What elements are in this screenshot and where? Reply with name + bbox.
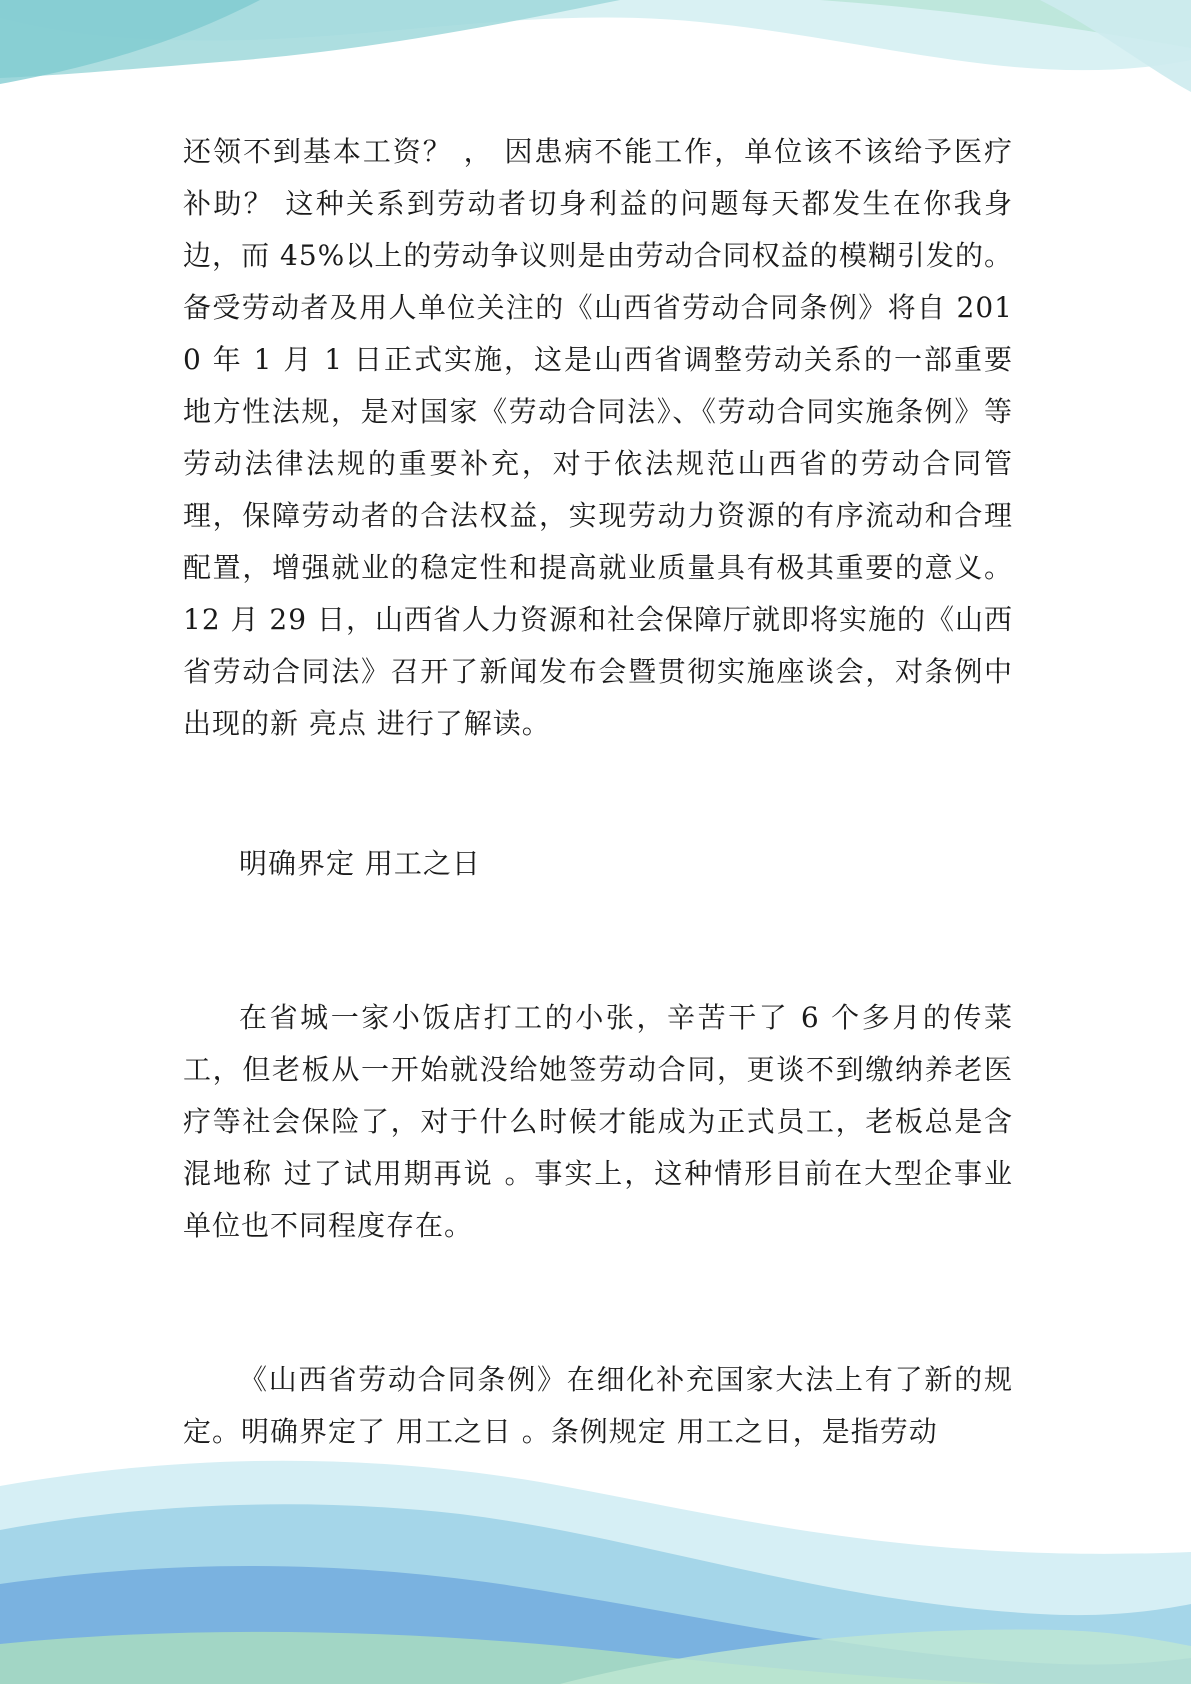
document-body <box>183 126 1013 1458</box>
body-paragraph: 在省城一家小饭店打工的小张，辛苦干了 6 个多月的传菜工，但老板从一开始就没给她签劳动合同，更谈不到缴纳养老医疗等社会保险了，对于什么时候才能成为正式员工，老板总是含混地称 过了试用期再说 。事实上，这种情形目前在大型企事业单位也不同程度存在。 <box>183 1001 1013 1242</box>
body-paragraph: 《山西省劳动合同条例》在细化补充国家大法上有了新的规定。明确界定了 用工之日 。条例规定 用工之日，是指劳动 <box>183 1363 1013 1448</box>
section-heading: 明确界定 用工之日 <box>239 847 481 880</box>
bottom-wave-decoration <box>0 1434 1191 1684</box>
body-paragraph: 还领不到基本工资？ ， 因患病不能工作，单位该不该给予医疗补助？ 这种关系到劳动者切身利益的问题每天都发生在你我身边，而 45%以上的劳动争议则是由劳动合同权益的模糊引发的。备受劳动者及用人单位关注的《山西省劳动合同条例》将自 2010 年 1 月 1 日正式实施，这是山西省调整劳动关系的一部重要地方性法规，是对国家《劳动合同法》、《劳动合同实施条例》等劳动法律法规的重要补充，对于依法规范山西省的劳动合同管理，保障劳动者的合法权益，实现劳动力资源的有序流动和合理配置，增强就业的稳定性和提高就业质量具有极其重要的意义。 12 月 29 日，山西省人力资源和社会保障厅就即将实施的《山西省劳动合同法》召开了新闻发布会暨贯彻实施座谈会，对条例中出现的新 亮点 进行了解读。 <box>183 135 1013 740</box>
top-wave-decoration <box>0 0 1191 110</box>
